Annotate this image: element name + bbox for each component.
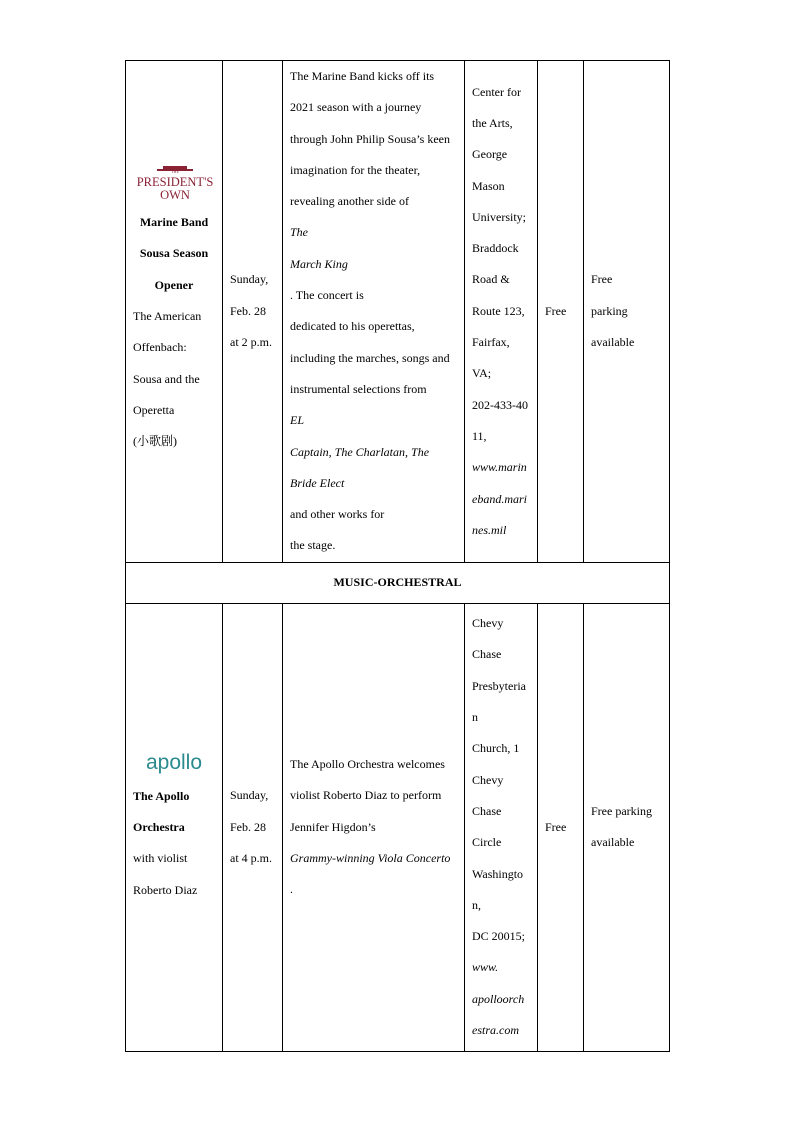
price-cell: Free xyxy=(538,61,584,563)
events-table xyxy=(125,60,670,1052)
venue-cell: Center for the Arts, George Mason University; Braddock Road & Route 123, Fairfax, VA; 202-433-40 11, www.marin eband.mari nes.mil xyxy=(465,61,538,563)
event-title: The Apollo Orchestra xyxy=(133,788,190,834)
description-cell: The Marine Band kicks off its 2021 season with a journey through John Philip Sousa’s keen imagination for the theater, revealing another side of The March King . The concert is dedicated to his operettas, including the marches, songs and instrumental selections from EL Captain, The Charlatan, The Bride Elect and other works for the stage. xyxy=(283,61,465,563)
presidents-own-logo xyxy=(133,165,217,205)
parking-cell: Free parking available xyxy=(584,603,670,1051)
parking-cell: Free parking available xyxy=(584,61,670,563)
svg-text:apollo: apollo xyxy=(145,750,203,774)
logo-line1: PRESIDENT'S xyxy=(136,175,214,190)
event-subtitle: The American Offenbach: Sousa and the Operetta (小歌剧) xyxy=(133,309,202,449)
section-header: MUSIC-ORCHESTRAL xyxy=(126,562,670,603)
logo-line2: OWN xyxy=(160,188,190,203)
date-cell: Sunday, Feb. 28 at 4 p.m. xyxy=(223,603,283,1051)
event-title: Marine Band Sousa Season Opener xyxy=(139,215,209,292)
price-cell: Free xyxy=(538,603,584,1051)
event-cell xyxy=(126,61,223,563)
apollo-logo xyxy=(139,749,209,775)
table-row xyxy=(126,603,670,1051)
section-header-row xyxy=(126,562,670,603)
logo-top: THE xyxy=(171,169,179,175)
table-row xyxy=(126,61,670,563)
description-cell: The Apollo Orchestra welcomes violist Roberto Diaz to perform Jennifer Higdon’s Grammy-winning Viola Concerto . xyxy=(283,603,465,1051)
date-cell: Sunday, Feb. 28 at 2 p.m. xyxy=(223,61,283,563)
event-subtitle: with violist Roberto Diaz xyxy=(133,851,198,897)
event-cell xyxy=(126,603,223,1051)
venue-website: www. apolloorch estra.com xyxy=(472,960,525,1038)
venue-cell: Chevy Chase Presbyteria n Church, 1 Chevy Chase Circle Washingto n, DC 20015; www. apolloorch estra.com xyxy=(465,603,538,1051)
venue-website: www.marin eband.mari nes.mil xyxy=(472,460,527,537)
